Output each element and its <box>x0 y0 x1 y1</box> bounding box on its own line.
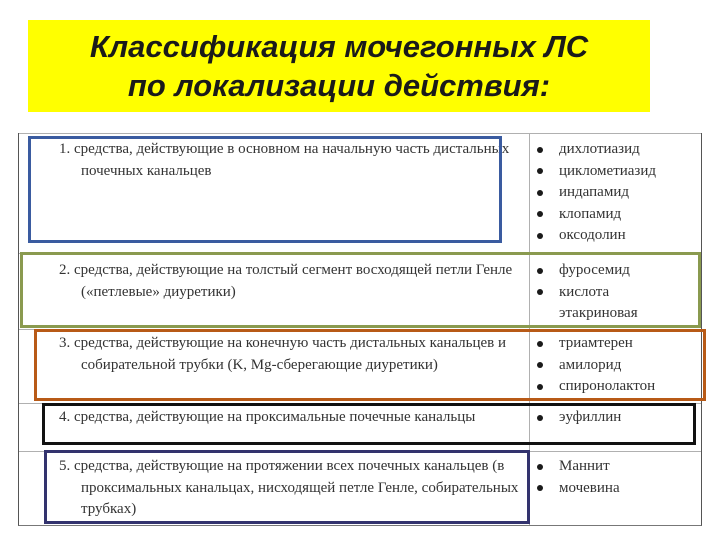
bullet-icon <box>537 168 543 174</box>
drug-list <box>535 139 703 247</box>
category-text: 2. средства, действующие на толстый сегмент восходящей петли Генле («петлевые» диуретики) <box>59 262 513 300</box>
group-frame-olive <box>20 252 701 328</box>
group-frame-black <box>42 403 696 445</box>
category-text: 1. средства, действующие в основном на начальную часть дистальных почечных канальцев <box>59 141 510 179</box>
bullet-icon <box>537 147 543 153</box>
title-banner <box>28 20 650 112</box>
drug-name: дихлотиазид <box>559 141 640 157</box>
group-frame-orange <box>34 329 706 401</box>
drug-name: этакриновая <box>559 305 638 321</box>
drug-name: амилорид <box>559 356 622 373</box>
list-item <box>535 161 703 183</box>
drug-name: фуросемид <box>559 262 630 278</box>
drug-name: эуфиллин <box>559 409 622 425</box>
drug-name: индапамид <box>559 184 629 200</box>
drug-list <box>535 456 703 499</box>
drug-name: Маннит <box>559 458 610 474</box>
title-line-1: Классификация мочегонных ЛС <box>89 29 589 64</box>
bullet-icon <box>537 464 543 470</box>
group-frame-navy <box>44 450 530 524</box>
list-item <box>535 204 703 226</box>
category-text: 4. средства, действующие на проксимальные почечные канальцы <box>59 409 476 425</box>
bullet-icon <box>537 485 543 491</box>
drug-name: спиронолактон <box>559 378 656 394</box>
list-item <box>535 139 703 161</box>
drug-name: циклометиазид <box>559 162 657 179</box>
drug-name: клопамид <box>559 205 622 222</box>
bullet-icon <box>537 233 543 239</box>
drug-name: оксодолин <box>559 227 626 243</box>
list-item <box>535 456 703 478</box>
bullet-icon <box>537 211 543 217</box>
title-line-2: по локализации действия: <box>127 68 551 103</box>
list-item <box>535 478 703 500</box>
bullet-icon <box>537 190 543 196</box>
category-text: 5. средства, действующие на протяжении всех почечных канальцев (в проксимальных канальцах, нисходящей петле Генле, собирательных трубках) <box>59 458 519 517</box>
drug-name: триамтерен <box>559 335 633 351</box>
list-item <box>535 182 703 204</box>
drug-name: кислота <box>559 283 610 300</box>
category-text: 3. средства, действующие на конечную часть дистальных канальцев и собирательной трубки (K, Mg-сберегающие диуретики) <box>59 335 507 373</box>
list-item <box>535 225 703 247</box>
drug-name: мочевина <box>559 479 620 496</box>
group-frame-blue <box>28 136 502 243</box>
row-divider <box>19 133 701 134</box>
